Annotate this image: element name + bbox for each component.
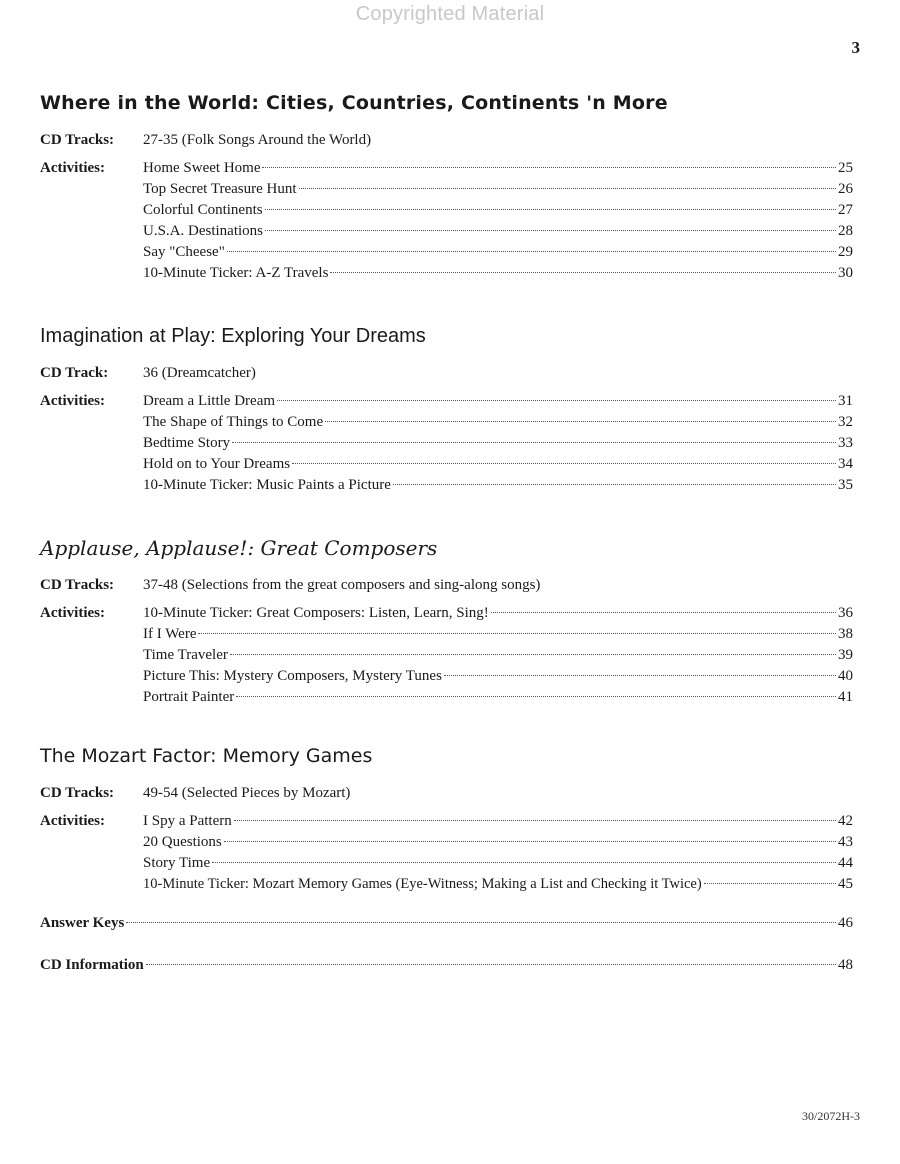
entry-page: 35	[838, 477, 853, 493]
entry-page: 29	[838, 244, 853, 260]
dot-leader	[227, 251, 836, 252]
dot-leader	[234, 820, 836, 821]
activity-row	[40, 412, 853, 433]
activities-label: Activities:	[40, 813, 105, 829]
entry-title: If I Were	[143, 626, 197, 642]
activity-row	[40, 200, 853, 221]
cd-tracks-text: 36 (Dreamcatcher)	[143, 365, 256, 381]
entry-title: 10-Minute Ticker: A-Z Travels	[143, 265, 329, 281]
dot-leader	[393, 484, 836, 485]
dot-leader	[126, 922, 836, 923]
dot-leader	[265, 230, 836, 231]
entry-page: 40	[838, 668, 853, 684]
entry-title: 20 Questions	[143, 834, 222, 850]
toc-entry[interactable]	[143, 242, 853, 263]
entry-title: 10-Minute Ticker: Mozart Memory Games (Eye-Witness; Making a List and Checking it Twice)	[143, 876, 702, 892]
entry-page: 42	[838, 813, 853, 829]
entry-page: 36	[838, 605, 853, 621]
entry-page: 41	[838, 689, 853, 705]
section-title: Where in the World: Cities, Countries, Continents 'n More	[40, 92, 668, 114]
toc-entry[interactable]	[143, 853, 853, 874]
activity-row	[40, 624, 853, 645]
entry-title: 10-Minute Ticker: Music Paints a Picture	[143, 477, 391, 493]
entry-page: 32	[838, 414, 853, 430]
toc-entry[interactable]	[143, 412, 853, 433]
entry-title: Portrait Painter	[143, 689, 235, 705]
dot-leader	[277, 400, 836, 401]
toc-entry[interactable]	[143, 263, 853, 284]
entry-title: Home Sweet Home	[143, 160, 261, 176]
copyright-watermark: Copyrighted Material	[355, 3, 545, 25]
entry-title: Story Time	[143, 855, 211, 871]
entry-page: 30	[838, 265, 853, 281]
cd-tracks-label: CD Tracks:	[40, 132, 115, 148]
entry-title: The Shape of Things to Come	[143, 414, 324, 430]
activities-label: Activities:	[40, 160, 105, 176]
dot-leader	[265, 209, 836, 210]
product-code: 30/2072H-3	[802, 1109, 860, 1123]
entry-page: 45	[838, 876, 853, 892]
toc-entry[interactable]	[143, 666, 853, 687]
toc-entry[interactable]	[143, 454, 853, 475]
toc-entry[interactable]	[143, 603, 853, 624]
toc-entry[interactable]	[143, 475, 853, 496]
entry-title: Colorful Continents	[143, 202, 263, 218]
activity-row	[40, 687, 853, 708]
entry-title: Hold on to Your Dreams	[143, 456, 291, 472]
dot-leader	[224, 841, 836, 842]
section-where-in-the-world	[40, 88, 853, 284]
entry-title: Say "Cheese"	[143, 244, 225, 260]
toc-entry-cd-information	[40, 955, 853, 976]
section-title: Imagination at Play: Exploring Your Dreams	[40, 325, 426, 347]
entry-title: I Spy a Pattern	[143, 813, 232, 829]
entry-page: 39	[838, 647, 853, 663]
activity-row	[40, 475, 853, 496]
activity-row	[40, 158, 853, 179]
entry-page: 26	[838, 181, 853, 197]
cd-tracks-label: CD Tracks:	[40, 577, 115, 593]
entry-page: 31	[838, 393, 853, 409]
activity-row	[40, 853, 853, 874]
entry-title: U.S.A. Destinations	[143, 223, 263, 239]
toc-entry[interactable]	[143, 687, 853, 708]
activity-row	[40, 874, 853, 895]
toc-entry[interactable]	[143, 200, 853, 221]
dot-leader	[292, 463, 836, 464]
dot-leader	[212, 862, 836, 863]
dot-leader	[198, 633, 836, 634]
activity-row	[40, 221, 853, 242]
cd-tracks-row	[40, 575, 853, 596]
entry-title: Time Traveler	[143, 647, 228, 663]
page-number: 3	[851, 38, 860, 57]
activity-row	[40, 454, 853, 475]
cd-tracks-text: 49-54 (Selected Pieces by Mozart)	[143, 785, 351, 801]
entry-page: 25	[838, 160, 853, 176]
activity-row	[40, 811, 853, 832]
activities-label: Activities:	[40, 605, 105, 621]
entry-title: Dream a Little Dream	[143, 393, 276, 409]
cd-tracks-row	[40, 130, 853, 151]
dot-leader	[704, 883, 836, 884]
activity-row	[40, 666, 853, 687]
section-imagination-at-play	[40, 321, 853, 496]
dot-leader	[299, 188, 836, 189]
toc-entry[interactable]	[143, 158, 853, 179]
section-title: Applause, Applause!: Great Composers	[40, 536, 438, 560]
activity-row	[40, 179, 853, 200]
activities-label: Activities:	[40, 393, 105, 409]
entry-title: Top Secret Treasure Hunt	[143, 181, 297, 197]
entry-page: 27	[838, 202, 853, 218]
entry-title: Picture This: Mystery Composers, Mystery Tunes	[143, 668, 442, 684]
cd-tracks-text: 27-35 (Folk Songs Around the World)	[143, 132, 372, 148]
activity-row	[40, 263, 853, 284]
toc-entry[interactable]	[143, 832, 853, 853]
entry-page: 48	[838, 957, 853, 973]
dot-leader	[330, 272, 836, 273]
dot-leader	[146, 964, 836, 965]
activity-row	[40, 832, 853, 853]
entry-page: 46	[838, 915, 853, 931]
entry-page: 44	[838, 855, 853, 871]
activity-row	[40, 391, 853, 412]
toc-entry[interactable]	[143, 874, 853, 895]
entry-page: 28	[838, 223, 853, 239]
dot-leader	[262, 167, 836, 168]
entry-page: 43	[838, 834, 853, 850]
section-title: The Mozart Factor: Memory Games	[40, 745, 373, 767]
toc-entry[interactable]	[143, 221, 853, 242]
dot-leader	[444, 675, 836, 676]
dot-leader	[325, 421, 836, 422]
toc-entry[interactable]	[40, 955, 853, 976]
toc-entry[interactable]	[143, 179, 853, 200]
activity-row	[40, 242, 853, 263]
activity-row	[40, 645, 853, 666]
entry-page: 38	[838, 626, 853, 642]
cd-tracks-label: CD Track:	[40, 365, 109, 381]
entry-title: Answer Keys	[40, 915, 125, 931]
cd-tracks-row	[40, 363, 853, 384]
activity-row	[40, 603, 853, 624]
dot-leader	[236, 696, 836, 697]
toc-entry[interactable]	[143, 391, 853, 412]
toc-entry[interactable]	[143, 811, 853, 832]
section-applause-applause	[40, 533, 853, 708]
toc-entry-answer-keys	[40, 913, 853, 934]
cd-tracks-label: CD Tracks:	[40, 785, 115, 801]
entry-title: CD Information	[40, 957, 144, 973]
activity-row	[40, 913, 853, 934]
dot-leader	[491, 612, 836, 613]
toc-entry[interactable]	[143, 645, 853, 666]
activity-row	[40, 955, 853, 976]
toc-entry[interactable]	[40, 913, 853, 934]
activity-row	[40, 433, 853, 454]
entry-title: 10-Minute Ticker: Great Composers: Listen, Learn, Sing!	[143, 605, 489, 621]
dot-leader	[232, 442, 836, 443]
entry-title: Bedtime Story	[143, 435, 231, 451]
toc-entry[interactable]	[143, 433, 853, 454]
entry-page: 33	[838, 435, 853, 451]
cd-tracks-row	[40, 783, 853, 804]
section-mozart-factor	[40, 741, 853, 895]
toc-entry[interactable]	[143, 624, 853, 645]
entry-page: 34	[838, 456, 853, 472]
dot-leader	[230, 654, 836, 655]
cd-tracks-text: 37-48 (Selections from the great composers and sing-along songs)	[143, 577, 541, 593]
